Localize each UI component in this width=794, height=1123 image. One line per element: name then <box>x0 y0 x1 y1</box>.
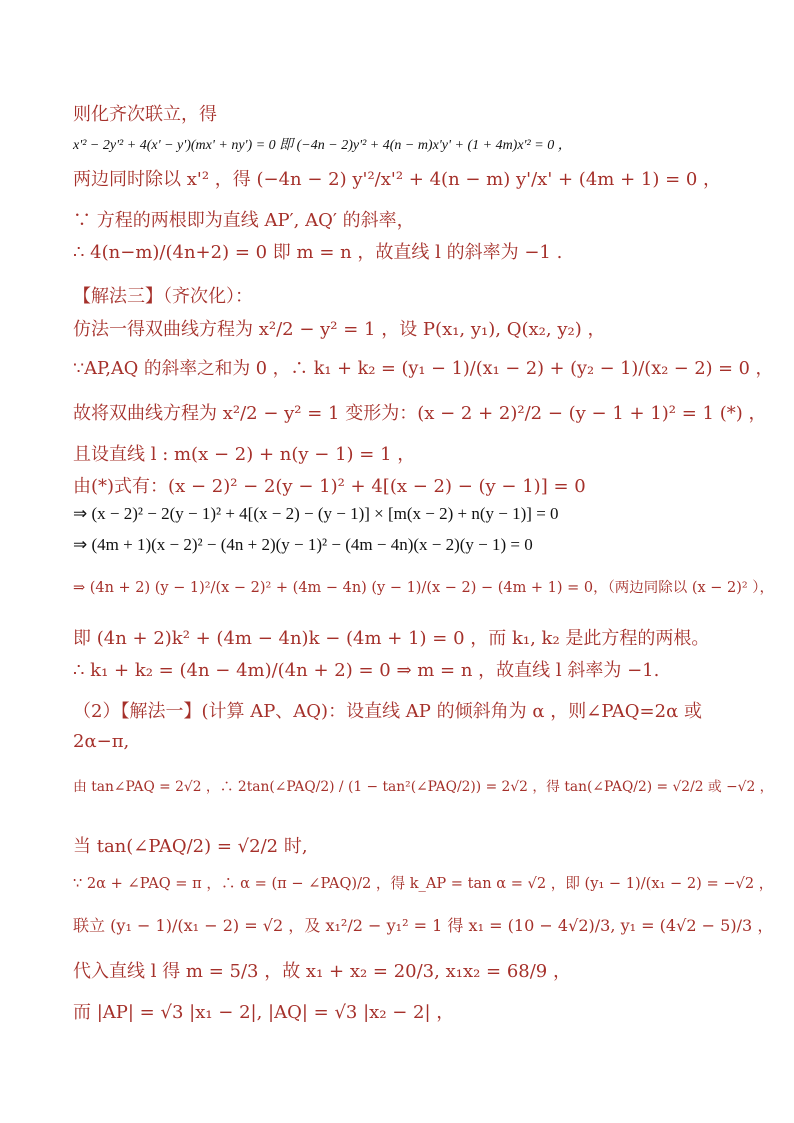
line-6: 【解法三】（齐次化）： <box>73 286 253 307</box>
line-4: ∵ 方程的两根即为直线 AP′, AQ′ 的斜率， <box>73 210 415 231</box>
line-3: 两边同时除以 x'² ，得 (−4n − 2) y'²/x'² + 4(n − m) y'/x' + (4m + 1) = 0 ， <box>73 169 722 190</box>
line-2: x'² − 2y'² + 4(x' − y')(mx' + ny') = 0 即 (−4n − 2)y'² + 4(n − m)x'y' + (1 + 4m)x'² = 0 ， <box>73 138 572 153</box>
line-19: 由 tan∠PAQ = 2√2 ，∴ 2tan(∠PAQ/2) / (1 − tan²(∠PAQ/2)) = 2√2 ，得 tan(∠PAQ/2) = √2/2 或 −√2 ， <box>73 779 774 795</box>
line-7: 仿法一得双曲线方程为 x²/2 − y² = 1 ，设 P(x₁, y₁), Q(x₂, y₂) ， <box>73 319 606 340</box>
line-17: （2）【解法一】(计算 AP、AQ)：设直线 AP 的倾斜角为 α ，则∠PAQ=2α 或 <box>73 701 702 722</box>
line-13: ⇒ (4m + 1)(x − 2)² − (4n + 2)(y − 1)² − (4m − 4n)(x − 2)(y − 1) = 0 <box>73 535 533 554</box>
line-9: 故将双曲线方程为 x²/2 − y² = 1 变形为：(x − 2 + 2)²/2 − (y − 1 + 1)² = 1 (*) ， <box>73 403 767 424</box>
line-14: ⇒ (4n + 2) (y − 1)²/(x − 2)² + (4m − 4n) (y − 1)/(x − 2) − (4m + 1) = 0，（两边同除以 (x − 2)² ）， <box>73 580 774 596</box>
line-12: ⇒ (x − 2)² − 2(y − 1)² + 4[(x − 2) − (y − 1)] × [m(x − 2) + n(y − 1)] = 0 <box>73 504 559 523</box>
line-1: 则化齐次联立，得 <box>73 104 217 125</box>
line-23: 代入直线 l 得 m = 5/3 ，故 x₁ + x₂ = 20/3, x₁x₂ = 68/9 ， <box>73 961 571 982</box>
line-22: 联立 (y₁ − 1)/(x₁ − 2) = √2 ，及 x₁²/2 − y₁² = 1 得 x₁ = (10 − 4√2)/3, y₁ = (4√2 − 5)/3 ， <box>73 916 774 935</box>
line-8: ∵AP,AQ 的斜率之和为 0 ，∴ k₁ + k₂ = (y₁ − 1)/(x₁ − 2) + (y₂ − 1)/(x₂ − 2) = 0 ， <box>73 359 774 379</box>
line-20: 当 tan(∠PAQ/2) = √2/2 时, <box>73 836 308 857</box>
line-18: 2α−π, <box>73 731 130 752</box>
line-24: 而 |AP| = √3 |x₁ − 2|, |AQ| = √3 |x₂ − 2| ， <box>73 1002 455 1023</box>
line-16: ∴ k₁ + k₂ = (4n − 4m)/(4n + 2) = 0 ⇒ m = n ，故直线 l 斜率为 −1. <box>73 660 660 681</box>
line-5: ∴ 4(n−m)/(4n+2) = 0 即 m = n ，故直线 l 的斜率为 −1 . <box>73 242 563 263</box>
line-11: 由(*)式有：(x − 2)² − 2(y − 1)² + 4[(x − 2) − (y − 1)] = 0 <box>73 476 586 497</box>
line-21: ∵ 2α + ∠PAQ = π ，∴ α = (π − ∠PAQ)/2 ，得 k_AP = tan α = √2 ，即 (y₁ − 1)/(x₁ − 2) = −√2 ， <box>73 875 774 892</box>
line-15: 即 (4n + 2)k² + (4m − 4n)k − (4m + 1) = 0 ，而 k₁, k₂ 是此方程的两根。 <box>73 628 710 649</box>
line-10: 且设直线 l : m(x − 2) + n(y − 1) = 1 ， <box>73 444 416 465</box>
